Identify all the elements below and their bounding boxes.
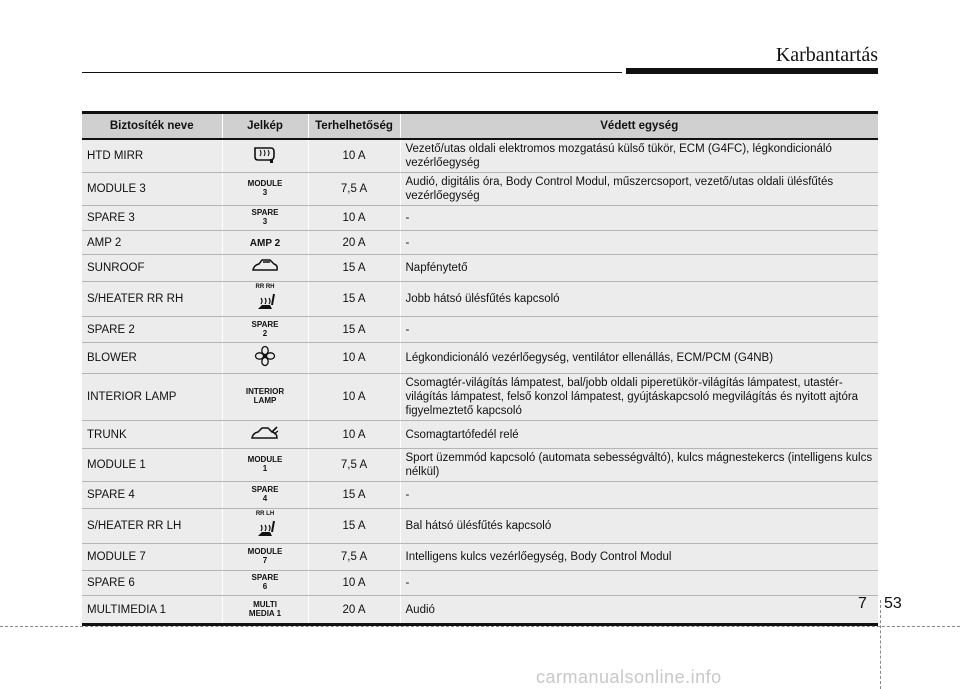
table-row [82, 421, 878, 449]
fuse-name-cell: INTERIOR LAMP [82, 374, 222, 421]
fuse-symbol-label: SPARE 6 [251, 573, 279, 591]
table-row [82, 449, 878, 482]
fuse-symbol-cell [222, 317, 308, 343]
fuse-rating-cell: 15 A [308, 317, 400, 343]
fuse-name-cell: MODULE 3 [82, 173, 222, 206]
fuse-name-cell: S/HEATER RR RH [82, 282, 222, 317]
fuse-symbol-cell [222, 343, 308, 374]
fuse-symbol-cell [222, 596, 308, 625]
fuse-symbol-label: SPARE 2 [251, 319, 279, 338]
fuse-name-cell: TRUNK [82, 421, 222, 449]
fuse-symbol-cell [222, 139, 308, 173]
fuse-rating-cell: 15 A [308, 509, 400, 544]
footer-dashed-divider [880, 600, 881, 689]
fuse-symbol-cell [222, 449, 308, 482]
fuse-symbol-label: SPARE 3 [251, 208, 279, 226]
protected-unit-cell: Audió, digitális óra, Body Control Modul, műszercsoport, vezető/utas oldali ülésfűtés vezérlőegység [400, 173, 878, 206]
header-rule-accent [626, 68, 878, 74]
fuse-rating-cell: 7,5 A [308, 449, 400, 482]
table-row [82, 374, 878, 421]
protected-unit-cell: Intelligens kulcs vezérlőegység, Body Control Modul [400, 544, 878, 571]
protected-unit-cell: Bal hátsó ülésfűtés kapcsoló [400, 509, 878, 544]
protected-unit-cell: Audió [400, 596, 878, 625]
fuse-table [82, 111, 878, 626]
fuse-symbol-cell [222, 374, 308, 421]
fuse-symbol-cell [222, 206, 308, 231]
fuse-name-cell: SUNROOF [82, 255, 222, 282]
seat-heater-label: RR RH [255, 284, 275, 290]
fuse-symbol-label: MODULE 1 [247, 455, 283, 473]
fuse-symbol-cell [222, 544, 308, 571]
table-header-row [82, 113, 878, 140]
table-row [82, 571, 878, 596]
protected-unit-cell: Sport üzemmód kapcsoló (automata sebességváltó), kulcs mágnestekercs (intelligens kulcs nélkül) [400, 449, 878, 482]
table-row [82, 482, 878, 509]
fuse-name-cell: SPARE 2 [82, 317, 222, 343]
watermark: carmanualsonline.info [536, 667, 722, 687]
protected-unit-cell: Csomagtér-világítás lámpatest, bal/jobb oldali piperetükör-világítás lámpatest, utastér-világítás lámpatest, felső konzol lámpatest, gyújtáskapcsoló megvilágítás és nyitott ajtóra figyelmeztető kapcsoló [400, 374, 878, 421]
fuse-symbol-cell [222, 173, 308, 206]
fuse-rating-cell: 10 A [308, 206, 400, 231]
fuse-name-cell: SPARE 4 [82, 482, 222, 509]
fuse-symbol-label: MODULE 3 [247, 179, 283, 197]
table-row [82, 231, 878, 255]
fuse-symbol-cell [222, 255, 308, 282]
table-row [82, 206, 878, 231]
fuse-name-cell: S/HEATER RR LH [82, 509, 222, 544]
fuse-rating-cell: 10 A [308, 421, 400, 449]
protected-unit-cell: - [400, 482, 878, 509]
fuse-symbol-cell [222, 571, 308, 596]
fuse-symbol-cell [222, 231, 308, 255]
protected-unit-cell: Napfénytető [400, 255, 878, 282]
fuse-symbol-cell [222, 482, 308, 509]
table-row [82, 317, 878, 343]
table-row [82, 509, 878, 544]
header-rule [82, 72, 622, 73]
fuse-symbol-label: MULTI MEDIA 1 [248, 599, 282, 618]
fuse-rating-cell: 15 A [308, 482, 400, 509]
column-header-symbol: Jelkép [222, 113, 308, 140]
protected-unit-cell: Csomagtartófedél relé [400, 421, 878, 449]
fuse-rating-cell: 10 A [308, 139, 400, 173]
fuse-rating-cell: 10 A [308, 374, 400, 421]
chapter-number: 7 [858, 595, 867, 612]
table-row [82, 343, 878, 374]
fuse-rating-cell: 10 A [308, 343, 400, 374]
trunk-icon [250, 424, 280, 446]
fuse-name-cell: MULTIMEDIA 1 [82, 596, 222, 625]
protected-unit-cell: - [400, 317, 878, 343]
protected-unit-cell: - [400, 231, 878, 255]
table-row [82, 255, 878, 282]
fuse-rating-cell: 10 A [308, 571, 400, 596]
fuse-name-cell: BLOWER [82, 343, 222, 374]
fuse-symbol-label: INTERIOR LAMP [245, 387, 285, 405]
fuse-symbol-label: MODULE 7 [247, 547, 283, 565]
page-header-title: Karbantartás [775, 44, 878, 66]
fuse-rating-cell: 20 A [308, 231, 400, 255]
fuse-name-cell: MODULE 7 [82, 544, 222, 571]
seat-heater-rr-lh-icon [252, 511, 278, 541]
seat-heater-label: RR LH [255, 511, 275, 517]
protected-unit-cell: Jobb hátsó ülésfűtés kapcsoló [400, 282, 878, 317]
protected-unit-cell: Vezető/utas oldali elektromos mozgatású külső tükör, ECM (G4FC), légkondicionáló vezérlőegység [400, 139, 878, 173]
fuse-name-cell: SPARE 6 [82, 571, 222, 596]
fuse-name-cell: SPARE 3 [82, 206, 222, 231]
table-row [82, 596, 878, 625]
protected-unit-cell: - [400, 571, 878, 596]
fuse-rating-cell: 7,5 A [308, 173, 400, 206]
page-number: 53 [884, 595, 902, 612]
column-header-protected-unit: Védett egység [400, 113, 878, 140]
fan-icon [254, 345, 276, 371]
table-row [82, 544, 878, 571]
fuse-rating-cell: 7,5 A [308, 544, 400, 571]
column-header-fuse-name: Biztosíték neve [82, 113, 222, 140]
table-row [82, 282, 878, 317]
fuse-name-cell: MODULE 1 [82, 449, 222, 482]
sunroof-icon [251, 258, 279, 278]
fuse-name-cell: HTD MIRR [82, 139, 222, 173]
fuse-symbol-cell [222, 282, 308, 317]
column-header-rating: Terhelhetőség [308, 113, 400, 140]
fuse-symbol-label: SPARE 4 [251, 485, 279, 503]
protected-unit-cell: - [400, 206, 878, 231]
fuse-rating-cell: 15 A [308, 255, 400, 282]
seat-heater-rr-rh-icon [252, 284, 278, 314]
heated-mirror-icon [252, 145, 278, 167]
protected-unit-cell: Légkondicionáló vezérlőegység, ventilátor ellenállás, ECM/PCM (G4NB) [400, 343, 878, 374]
fuse-symbol-label: AMP 2 [249, 237, 281, 249]
fuse-rating-cell: 15 A [308, 282, 400, 317]
fuse-name-cell: AMP 2 [82, 231, 222, 255]
table-row [82, 139, 878, 173]
fuse-symbol-cell [222, 421, 308, 449]
table-row [82, 173, 878, 206]
fuse-rating-cell: 20 A [308, 596, 400, 625]
footer-dashed-rule [0, 626, 960, 627]
fuse-symbol-cell [222, 509, 308, 544]
